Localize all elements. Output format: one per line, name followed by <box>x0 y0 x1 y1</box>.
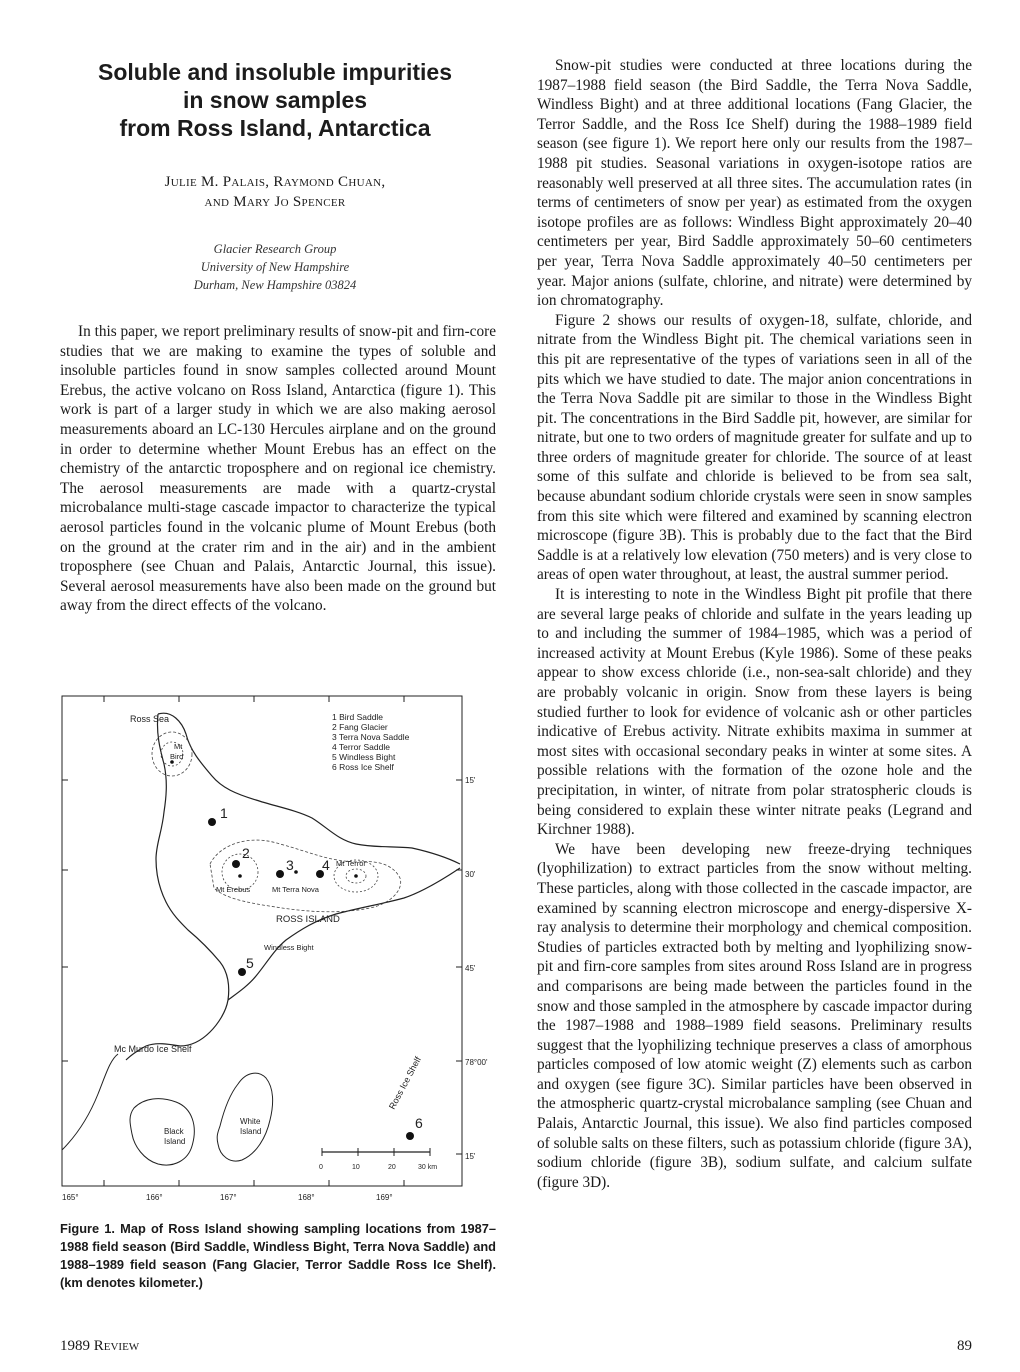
title-line: in snow samples <box>182 87 368 113</box>
lon-label: 168° <box>298 1193 315 1202</box>
affiliation <box>60 240 490 294</box>
legend-item: 3 Terra Nova Saddle <box>332 732 410 742</box>
mt-erebus-label: Mt Erebus <box>216 885 251 894</box>
body-paragraph: We have been developing new freeze-drying techniques (lyophilization) to extract particles from the snow without melting. These particles, along with those collected in the cascade impactor, are examined by scanning electron microscope and energy-dispersive X-ray analysis to determine their morphology and chemical composition. Studies of particles extracted both by melting and lyophilizing snow-pit and firn-core samples from sites around Ross Island are in progress and comparisons are being made between the particles found in the snow and those sampled in the atmosphere by cascade impactor during the 1987–1988 and 1988–1989 field seasons. Preliminary results suggest that the lyophilizing technique preserves a class of amorphous particles composed of low atomic weight (Z) elements such as carbon and oxygen (see figure 3C). Similar particles have been observed in the atmospheric quartz-crystal microbalance sampling (see Chuan and Palais, Antarctic Journal, this issue). We also find particles composed of soluble salts on these filters, such as potassium chloride (figure 3A), sodium chloride (figure 3B), sodium sulfate, and calcium sulfate (figure 3D). <box>537 840 972 1191</box>
legend-item: 1 Bird Saddle <box>332 712 384 722</box>
title-line: from Ross Island, Antarctica <box>119 115 431 141</box>
ross-sea-label: Ross Sea <box>130 714 170 724</box>
black-island-label: Island <box>164 1137 186 1146</box>
lon-label: 169° <box>376 1193 393 1202</box>
site-number: 3 <box>286 857 294 873</box>
black-island-outline <box>130 1099 194 1165</box>
site-2-marker <box>232 860 240 868</box>
mt-bird-label: Bird <box>170 752 184 761</box>
site-3-marker <box>276 870 284 878</box>
site-5-marker <box>238 968 246 976</box>
mt-terror-summit <box>354 874 358 878</box>
body-paragraph: In this paper, we report preliminary results of snow-pit and firn-core studies that we are making to examine the types of soluble and insoluble particles found in snow samples collected around Mount Erebus, the active volcano on Ross Island, Antarctica (figure 1). This work is part of a larger study in which we are also making aerosol measurements aboard an LC-130 Hercules airplane and on the ground in order to determine whether Mount Erebus has an effect on the chemistry of the antarctic troposphere and on regional ice chemistry. The aerosol measurements are made with a quartz-crystal microbalance multi-stage cascade impactor to characterize the typical aerosol particles found in the volcanic plume of Mount Erebus (both on the ground at the crater rim and in the air) and in the ambient troposphere (see Chuan and Palais, Antarctic Journal, this issue). Several aerosol measurements have also been made on the ground but away from the direct effects of the volcano. <box>60 323 496 615</box>
article-title <box>60 58 490 142</box>
lat-label: 78°00' <box>465 1058 488 1067</box>
mcmurdo-label: Mc Murdo Ice Shelf <box>114 1044 192 1054</box>
legend-item: 6 Ross Ice Shelf <box>332 762 394 772</box>
body-paragraph: Figure 2 shows our results of oxygen-18, sulfate, chloride, and nitrate from the Windless Bight pit. The chemical variations seen in this pit are representative of the types of variations seen in all of the pits which we have studied to date. The major anion concentrations in the Terra Nova Saddle pit are similar to those in the Windless Bight pit. The concentrations in the Bird Saddle pit, however, are similar for nitrate, but one to two orders of magnitude greater for sulfate and up to three orders of magnitude greater for chloride. The source of at least some of this sulfate and chloride is believed to be from sea salt, because abundant sodium chloride crystals were seen in snow samples from this site which were filtered and examined by scanning electron microscope (figure 3B). This is probably due to the fact that the Bird Saddle is at a relatively low elevation (750 meters) and is very close to areas of open water throughout, at least, the austral summer period. <box>537 311 972 584</box>
white-island-label: Island <box>240 1127 262 1136</box>
windless-bight-label: Windless Bight <box>264 943 314 952</box>
title-line: Soluble and insoluble impurities <box>98 59 452 85</box>
author-list <box>60 172 490 212</box>
mt-erebus-summit <box>238 874 242 878</box>
ross-ice-shelf-label: Ross Ice Shelf <box>386 1055 424 1111</box>
black-island-label: Black <box>164 1127 184 1136</box>
lat-label: 45' <box>465 964 476 973</box>
ross-island-map <box>60 694 496 1204</box>
lat-label: 15' <box>465 776 476 785</box>
lon-label: 166° <box>146 1193 163 1202</box>
site-6-marker <box>406 1132 414 1140</box>
site-number: 1 <box>220 805 228 821</box>
author-line: Julie M. Palais, Raymond Chuan, <box>164 174 386 190</box>
site-number: 5 <box>246 955 254 971</box>
mt-bird-label: Mt <box>174 742 183 751</box>
affiliation-line: Durham, New Hampshire 03824 <box>193 278 357 292</box>
journal-footer: 1989 Review <box>60 1338 140 1354</box>
scale-label: 20 <box>388 1164 396 1171</box>
legend-item: 4 Terror Saddle <box>332 742 390 752</box>
right-column <box>537 56 972 1192</box>
page-number: 89 <box>957 1338 972 1354</box>
site-number: 4 <box>322 857 330 873</box>
body-paragraph: It is interesting to note in the Windless Bight pit profile that there are several large peaks of chloride and sulfate in the years leading up to and including the summer of 1984–1985, which was a period of increased activity at Mount Erebus (Kyle 1986). Some of these peaks appear to show excess chloride (i.e., non-sea-salt chloride) and they are probably volcanic in origin. Snow from these layers is being studied further to look for evidence of volcanic ash or other particles indicative of Erebus activity. Nitrate exhibits maxima in summer at most sites with occasional secondary peaks in winter at some sites. A possible relations with the formation of the ozone hole and the precipitation, in winter, of nitrate from polar stratospheric clouds is being considered to explain these winter nitrate peaks (Legrand and Kirchner 1988). <box>537 586 972 839</box>
author-line: and Mary Jo Spencer <box>204 194 346 210</box>
ross-island-label: ROSS ISLAND <box>276 914 340 925</box>
legend-item: 5 Windless Bight <box>332 752 396 762</box>
site-number: 2 <box>242 845 250 861</box>
left-column <box>60 322 496 616</box>
scale-label: 0 <box>319 1164 323 1171</box>
mt-terra-nova-label: Mt Terra Nova <box>272 885 319 894</box>
scale-label: 30 km <box>418 1164 438 1171</box>
lon-label: 165° <box>62 1193 79 1202</box>
affiliation-line: Glacier Research Group <box>213 242 337 256</box>
mt-terra-nova-summit <box>294 870 298 874</box>
scale-label: 10 <box>352 1164 360 1171</box>
white-island-label: White <box>240 1117 261 1126</box>
mt-terror-label: Mt Terror <box>336 859 366 868</box>
site-1-marker <box>208 818 216 826</box>
site-number: 6 <box>415 1115 423 1131</box>
lat-label: 15' <box>465 1152 476 1161</box>
body-paragraph: Snow-pit studies were conducted at three locations during the 1987–1988 field season (the Bird Saddle, the Terra Nova Saddle, Windless Bight) and at three additional locations (Fang Glacier, the Terror Saddle, and the Ross Ice Shelf) during the 1988–1989 field season (see figure 1). We report here only our results from the 1987–1988 pit studies. Seasonal variations in oxygen-isotope ratios are reasonably well preserved at all three sites. The accumulation rates (in terms of centimeters of snow per year) as estimated from the oxygen isotope profiles are as follows: Windless Bight approximately 20–40 centimeters per year, Bird Saddle approximately 50–60 centimeters per year, Terra Nova Saddle approximately 40–50 centimeters per year. Major anions (sulfate, chlorine, and nitrate) were determined by ion chromatography. <box>537 57 972 310</box>
figure-caption: Figure 1. Map of Ross Island showing sampling locations from 1987–1988 field season (Bird Saddle, Windless Bight, Terra Nova Saddle) and 1988–1989 field season (Fang Glacier, Terror Saddle Ross Ice Shelf). (km denotes kilometer.) <box>60 1221 496 1290</box>
affiliation-line: University of New Hampshire <box>200 260 350 274</box>
lat-label: 30' <box>465 870 476 879</box>
lon-label: 167° <box>220 1193 237 1202</box>
legend-item: 2 Fang Glacier <box>332 722 388 732</box>
